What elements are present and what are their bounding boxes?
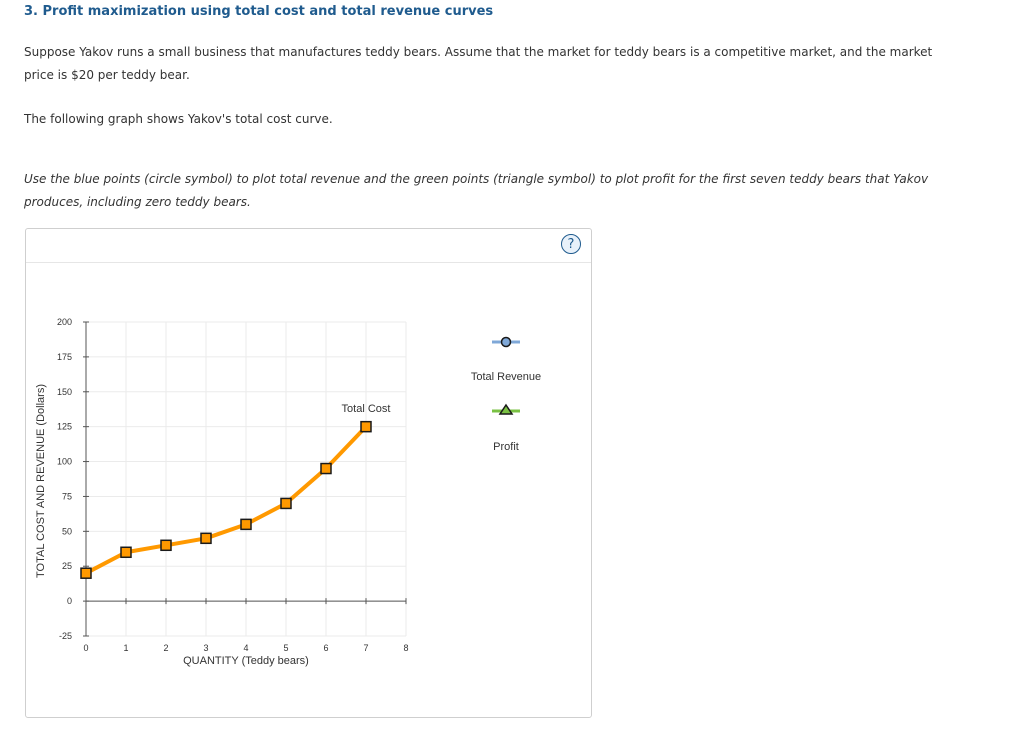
total-cost-point xyxy=(121,547,131,557)
x-tick-label: 6 xyxy=(323,643,329,653)
total-cost-point xyxy=(81,568,91,578)
y-tick-label: 100 xyxy=(56,456,72,467)
total-cost-point xyxy=(161,540,171,550)
x-tick-label: 0 xyxy=(83,643,89,653)
profit-legend-label: Profit xyxy=(493,441,519,453)
total-cost-point xyxy=(201,533,211,543)
total-revenue-tool[interactable] xyxy=(492,338,520,347)
profit-tool[interactable] xyxy=(492,405,520,414)
x-tick-label: 8 xyxy=(403,643,409,653)
question-heading: 3. Profit maximization using total cost and total revenue curves xyxy=(24,4,494,19)
total-cost-label: Total Cost xyxy=(341,403,391,415)
y-axis-label: TOTAL COST AND REVENUE (Dollars) xyxy=(35,384,47,578)
series xyxy=(81,422,371,579)
total-revenue-legend-label: Total Revenue xyxy=(470,371,542,383)
total-cost-point xyxy=(361,422,371,432)
y-tick-label: 150 xyxy=(56,386,72,397)
x-tick-label: 4 xyxy=(243,643,249,653)
x-tick-label: 7 xyxy=(363,643,369,653)
instruction-line-1: Use the blue points (circle symbol) to plot total revenue and the green points (triangle symbol) to plot profit for the first seven teddy bears that Yakov xyxy=(24,172,929,186)
total-revenue-circle-icon[interactable] xyxy=(502,338,511,347)
help-icon[interactable]: ? xyxy=(561,234,581,254)
problem-text-line-2: price is $20 per teddy bear. xyxy=(24,68,190,82)
total-cost-point xyxy=(241,519,251,529)
problem-text-line-1: Suppose Yakov runs a small business that manufactures teddy bears. Assume that the market for teddy bears is a competitive market, and the market xyxy=(24,45,933,59)
x-tick-label: 2 xyxy=(163,643,169,653)
grid xyxy=(86,322,406,636)
y-tick-label: 50 xyxy=(61,526,72,537)
ticks xyxy=(57,317,409,653)
total-cost-point xyxy=(281,498,291,508)
y-tick-label: 175 xyxy=(56,351,72,362)
y-tick-label: 125 xyxy=(56,421,72,432)
x-tick-label: 3 xyxy=(203,643,209,653)
total-cost-point xyxy=(321,464,331,474)
y-tick-label: 25 xyxy=(61,561,72,572)
y-tick-label: -25 xyxy=(58,631,72,641)
graph-intro-text: The following graph shows Yakov's total cost curve. xyxy=(24,112,333,126)
x-tick-label: 1 xyxy=(123,643,129,653)
instruction-line-2: produces, including zero teddy bears. xyxy=(24,195,251,209)
y-tick-label: 0 xyxy=(66,596,72,607)
y-tick-label: 200 xyxy=(56,317,72,327)
x-axis-label: QUANTITY (Teddy bears) xyxy=(183,655,309,667)
y-tick-label: 75 xyxy=(61,491,72,502)
x-tick-label: 5 xyxy=(283,643,289,653)
